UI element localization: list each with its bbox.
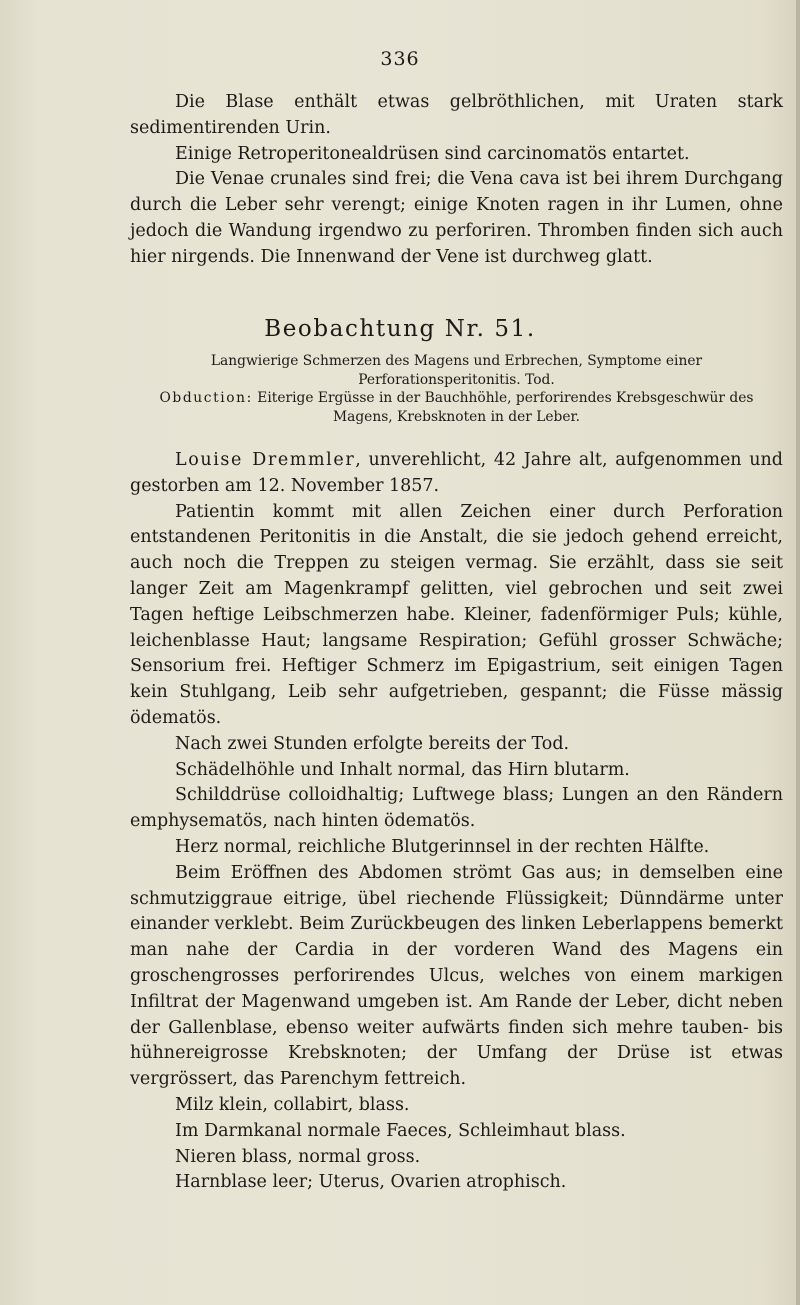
case-intro-paragraph — [130, 448, 783, 500]
paragraph: Die Blase enthält etwas gelbröthlichen, mit Uraten stark sedimentirenden Urin. — [130, 92, 783, 138]
case-intro-text: , unverehlicht, 42 Jahre alt, aufgenommen und gestorben am 12. November 1857. — [130, 450, 783, 496]
obduction-line — [130, 389, 783, 426]
patient-name: Louise Dremmler — [175, 450, 356, 470]
obduction-label: Obduction: — [159, 390, 253, 407]
paragraph: Im Darmkanal normale Faeces, Schleimhaut blass. — [175, 1120, 626, 1141]
paragraph: Harnblase leer; Uterus, Ovarien atrophisch. — [175, 1172, 567, 1193]
paragraph: Herz normal, reichliche Blutgerinnsel in der rechten Hälfte. — [175, 836, 710, 857]
paragraph: Schilddrüse colloidhaltig; Luftwege blass; Lungen an den Rändern emphysematös, nach hinten ödematös. — [130, 785, 783, 832]
summary-line: Langwierige Schmerzen des Magens und Erbrechen, Symptome einer Perforationsperitonitis. Tod. — [210, 353, 703, 388]
paragraph: Nieren blass, normal gross. — [175, 1146, 421, 1167]
paragraph: Patientin kommt mit allen Zeichen einer durch Perforation entstandenen Peritonitis in die Anstalt, die sie jedoch gehend erreicht, auch noch die Treppen zu steigen vermag. Sie erzählt, dass sie seit langer Zeit am Magenkrampf gelitten, viel gebrochen und seit zwei Tagen heftige Leibschmerzen habe. Kleiner, fadenförmiger Puls; kühle, leichenblasse Haut; langsame Respiration; Gefühl grosser Schwäche; Sensorium frei. Heftiger Schmerz im Epigastrium, seit einigen Tagen kein Stuhlgang, Leib sehr aufgetrieben, gespannt; die Füsse mässig ödematös. — [130, 501, 783, 728]
section-heading: Beobachtung Nr. 51. — [264, 316, 536, 342]
case-summary — [130, 352, 783, 426]
paragraph: Schädelhöhle und Inhalt normal, das Hirn blutarm. — [175, 759, 630, 780]
paragraph: Milz klein, collabirt, blass. — [175, 1094, 410, 1115]
case-section — [130, 448, 783, 1196]
page-number: 336 — [380, 48, 420, 70]
paragraph: Die Venae crunales sind frei; die Vena cava ist bei ihrem Durchgang durch die Leber sehr verengt; einige Knoten ragen in ihr Lumen, ohne jedoch die Wandung irgendwo zu perforiren. Thromben finden sich auch hier nirgends. Die Innenwand der Vene ist durchweg glatt. — [130, 169, 783, 267]
paragraph: Einige Retroperitonealdrüsen sind carcinomatös entartet. — [175, 143, 690, 164]
paragraph: Beim Eröffnen des Abdomen strömt Gas aus; in demselben eine schmutziggraue eitrige, übel riechende Flüssigkeit; Dünndärme unter einander verklebt. Beim Zurückbeugen des linken Leberlappens bemerkt man nahe der Cardia in der vorderen Wand des Magens ein groschengrosses perforirendes Ulcus, welches von einem markigen Infiltrat der Magenwand umgeben ist. Am Rande der Leber, dicht neben der Gallenblase, ebenso weiter aufwärts finden sich mehre tauben- bis hühnereigrosse Krebsknoten; der Umfang der Drüse ist etwas vergrössert, das Parenchym fettreich. — [130, 862, 783, 1090]
paragraph: Nach zwei Stunden erfolgte bereits der Tod. — [175, 733, 570, 754]
page-edge — [796, 0, 800, 1305]
intro-section — [130, 90, 783, 271]
obduction-text: Eiterige Ergüsse in der Bauchhöhle, perforirendes Krebsgeschwür des Magens, Krebsknoten in der Leber. — [257, 390, 754, 425]
